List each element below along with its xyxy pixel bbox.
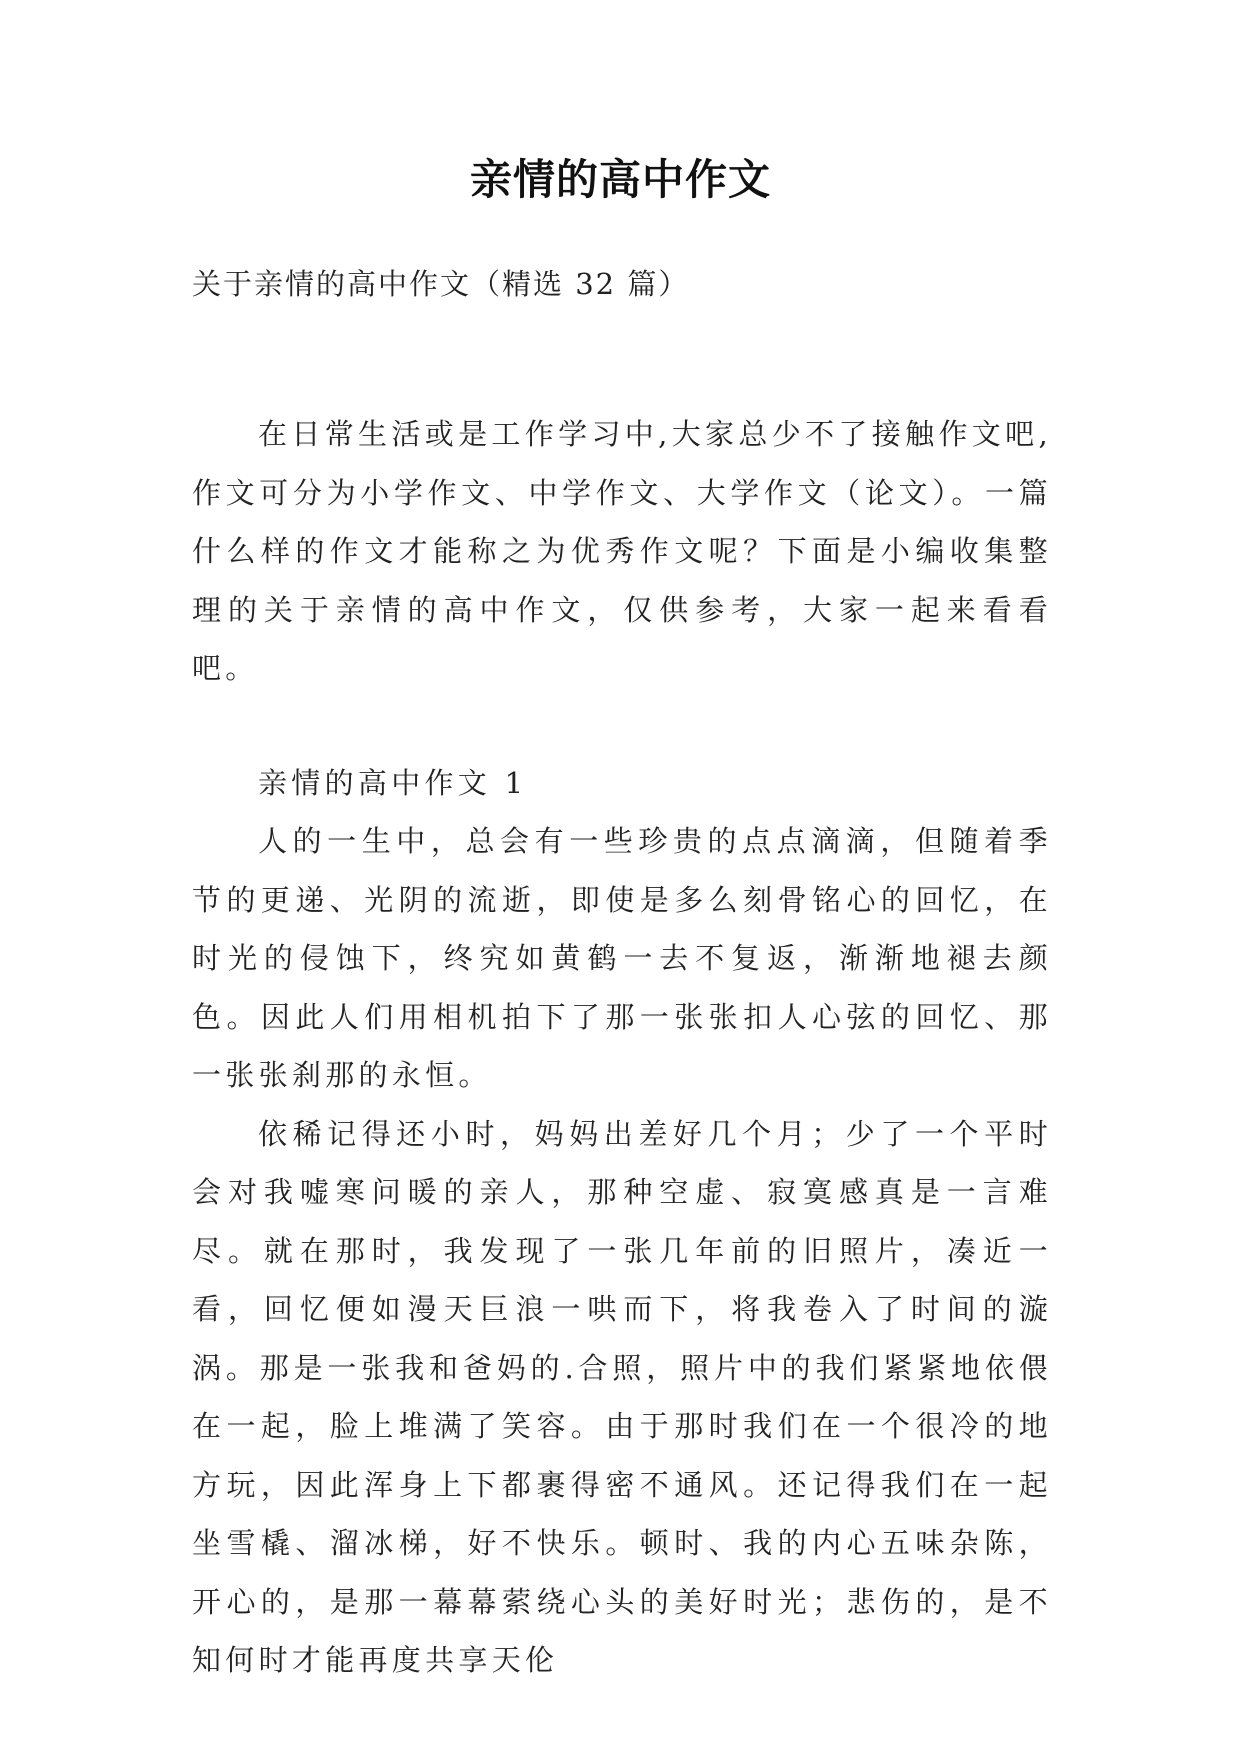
document-title: 亲情的高中作文 [469,155,771,204]
document-body [192,405,1052,1690]
body-paragraph: 依稀记得还小时，妈妈出差好几个月；少了一个平时会对我嘘寒问暖的亲人，那种空虚、寂寞感真是一言难尽。就在那时，我发现了一张几年前的旧照片，凑近一看，回忆便如漫天巨浪一哄而下，将我卷入了时间的漩涡。那是一张我和爸妈的.合照，照片中的我们紧紧地依偎在一起，脸上堆满了笑容。由于那时我们在一个很冷的地方玩，因此浑身上下都裹得密不通风。还记得我们在一起坐雪橇、溜冰梯，好不快乐。顿时、我的内心五味杂陈，开心的，是那一幕幕萦绕心头的美好时光；悲伤的，是不知何时才能再度共享天伦 [192,1116,1052,1677]
body-paragraph: 人的一生中，总会有一些珍贵的点点滴滴，但随着季节的更递、光阴的流逝，即使是多么刻骨铭心的回忆，在时光的侵蚀下，终究如黄鹤一去不复返，渐渐地褪去颜色。因此人们用相机拍下了那一张张扣人心弦的回忆、那一张张刹那的永恒。 [192,824,1052,1092]
section-heading: 亲情的高中作文 1 [258,765,528,800]
intro-paragraph: 在日常生活或是工作学习中,大家总少不了接触作文吧,作文可分为小学作文、中学作文、大学作文（论文）。一篇什么样的作文才能称之为优秀作文呢？下面是小编收集整理的关于亲情的高中作文，仅供参考，大家一起来看看吧。 [192,417,1052,685]
document-subtitle: 关于亲情的高中作文（精选 32 篇） [192,267,690,301]
